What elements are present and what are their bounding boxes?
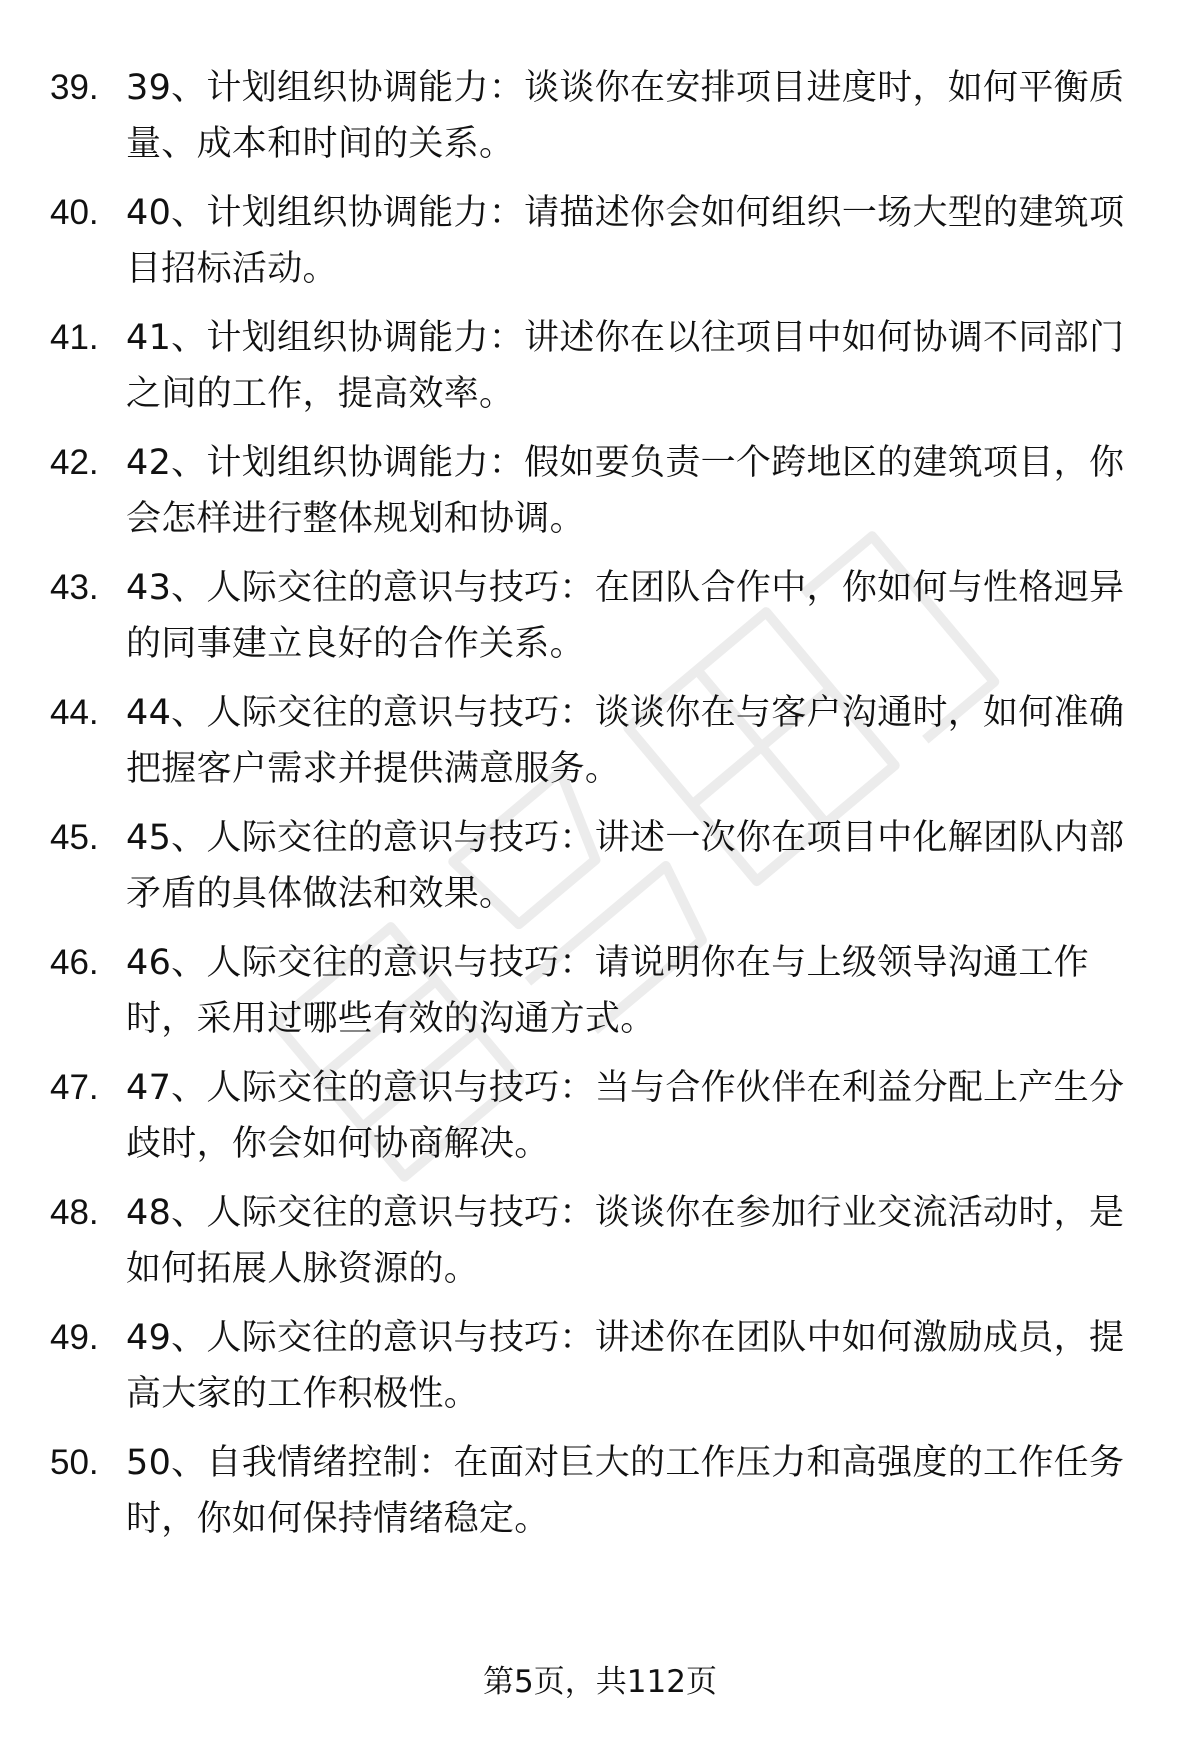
item-number: 46. [50,943,99,982]
list-item [0,1435,1200,1555]
item-number: 42. [50,443,99,482]
item-number: 39. [50,68,99,107]
list-item [0,685,1200,805]
item-text: 42、计划组织协调能力：假如要负责一个跨地区的建筑项目，你会怎样进行整体规划和协调。 [126,443,1125,539]
list-item [0,935,1200,1055]
list-item [0,435,1200,555]
page-number-label: 第5页，共112页 [483,1664,717,1700]
item-number: 47. [50,1068,99,1107]
item-text: 45、人际交往的意识与技巧：讲述一次你在项目中化解团队内部矛盾的具体做法和效果。 [126,818,1125,914]
item-text: 40、计划组织协调能力：请描述你会如何组织一场大型的建筑项目招标活动。 [126,193,1125,289]
list-item [0,310,1200,430]
item-number: 44. [50,693,99,732]
list-item [0,810,1200,930]
page-footer [0,1660,1200,1704]
list-item [0,1060,1200,1180]
item-number: 45. [50,818,99,857]
item-number: 41. [50,318,99,357]
list-item [0,560,1200,680]
item-text: 48、人际交往的意识与技巧：谈谈你在参加行业交流活动时，是如何拓展人脉资源的。 [126,1193,1125,1289]
item-number: 48. [50,1193,99,1232]
list-item [0,60,1200,180]
item-number: 40. [50,193,99,232]
list-item [0,1185,1200,1305]
item-text: 46、人际交往的意识与技巧：请说明你在与上级领导沟通工作时，采用过哪些有效的沟通方式。 [126,943,1089,1039]
item-text: 50、自我情绪控制：在面对巨大的工作压力和高强度的工作任务时，你如何保持情绪稳定。 [126,1443,1125,1539]
item-text: 41、计划组织协调能力：讲述你在以往项目中如何协调不同部门之间的工作，提高效率。 [126,318,1125,414]
item-text: 39、计划组织协调能力：谈谈你在安排项目进度时，如何平衡质量、成本和时间的关系。 [126,68,1125,164]
list-item [0,1310,1200,1430]
item-number: 49. [50,1318,99,1357]
item-text: 47、人际交往的意识与技巧：当与合作伙伴在利益分配上产生分歧时，你会如何协商解决。 [126,1068,1125,1164]
item-number: 50. [50,1443,99,1482]
item-text: 43、人际交往的意识与技巧：在团队合作中，你如何与性格迥异的同事建立良好的合作关系。 [126,568,1125,664]
item-number: 43. [50,568,99,607]
item-text: 44、人际交往的意识与技巧：谈谈你在与客户沟通时，如何准确把握客户需求并提供满意服务。 [126,693,1125,789]
item-text: 49、人际交往的意识与技巧：讲述你在团队中如何激励成员，提高大家的工作积极性。 [126,1318,1125,1414]
list-item [0,185,1200,305]
